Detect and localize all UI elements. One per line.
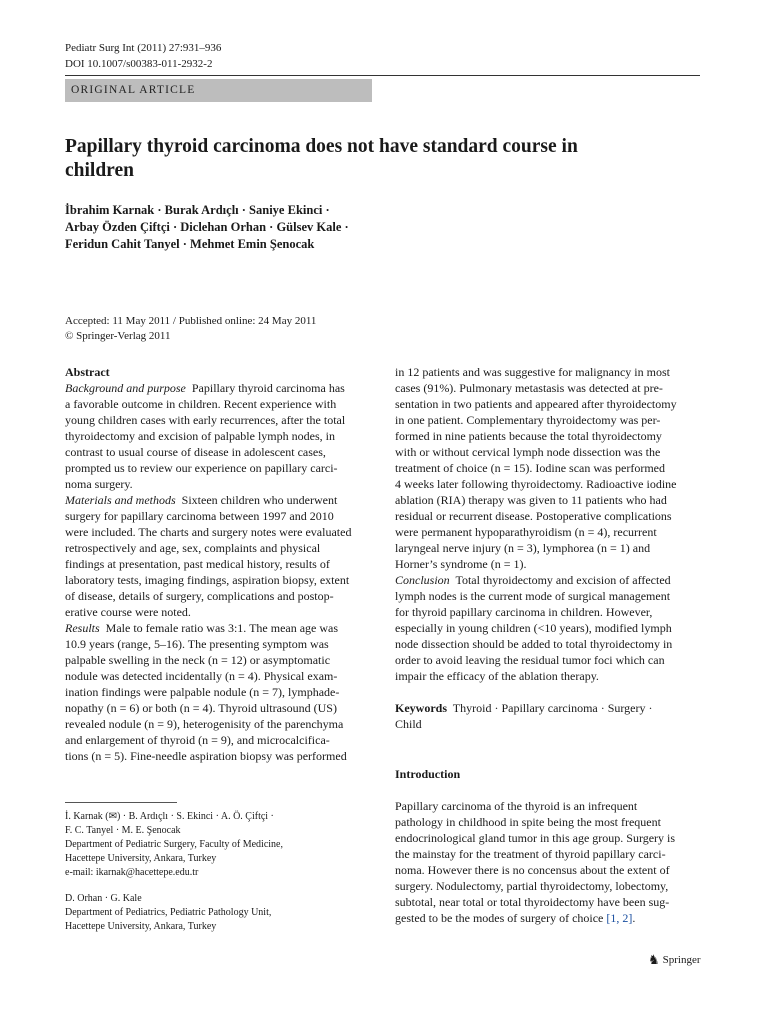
abstract-subheading: Materials and methods (65, 493, 176, 507)
section-heading-introduction: Introduction (395, 767, 461, 781)
text-line: Papillary carcinoma of the thyroid is an infrequent (395, 799, 638, 813)
line-text: cases (91%). Pulmonary metastasis was detected at pre- (395, 381, 663, 395)
abstract-heading: Abstract (65, 365, 110, 379)
author-line: Feridun Cahit Tanyel · Mehmet Emin Şenocak (65, 237, 315, 251)
line-text: tions (n = 5). Fine-needle aspiration biopsy was performed (65, 749, 347, 763)
text-line (65, 700, 373, 716)
text-line (65, 508, 373, 524)
line-text: contrast to usual course of disease in adolescent cases, (65, 445, 326, 459)
text-line (65, 652, 373, 668)
line-text: . (632, 911, 636, 925)
accepted-published-dates: Accepted: 11 May 2011 / Published online: 24 May 2011 (65, 315, 317, 327)
line-text: lymph nodes is the current mode of surgical management (395, 589, 671, 603)
text-line (65, 716, 373, 732)
line-text: ablation (RIA) therapy was given to 11 patients who had (395, 493, 667, 507)
line-text: nopathy (n = 6) or both (n = 4). Thyroid ultrasound (US) (65, 701, 337, 715)
text-line (395, 396, 703, 412)
text-line: gested to be the modes of surgery of choice [1, 2]. (395, 911, 636, 925)
affiliation-line: Department of Pediatrics, Pediatric Pathology Unit, (65, 907, 272, 918)
journal-citation: Pediatr Surg Int (2011) 27:931–936 (65, 42, 222, 54)
text-line (395, 492, 703, 508)
line-text: node dissection should be added to total thyroidectomy in (395, 637, 673, 651)
text-line (395, 524, 703, 540)
text-line: endocrinological gland tumor in this age group. Surgery is (395, 831, 676, 845)
journal-header (65, 40, 221, 72)
text-line (395, 652, 703, 668)
line-text: Male to female ratio was 3:1. The mean age was (99, 621, 339, 635)
footnote-rule (65, 802, 177, 803)
text-line (65, 636, 373, 652)
line-text: a favorable outcome in children. Recent experience with (65, 397, 337, 411)
text-line (65, 748, 373, 764)
affiliation-line: e-mail: ikarnak@hacettepe.edu.tr (65, 867, 199, 878)
text-line (65, 444, 373, 460)
text-line (395, 636, 703, 652)
springer-horse-icon: ♞ (648, 952, 660, 967)
line-text: were included. The charts and surgery notes were evaluated (65, 525, 352, 539)
line-text: prompted us to review our experience on papillary carci- (65, 461, 338, 475)
text-line (395, 476, 703, 492)
text-line (65, 460, 373, 476)
text-line (395, 508, 703, 524)
text-line (395, 444, 703, 460)
text-line (395, 364, 703, 380)
keywords (395, 700, 703, 716)
line-text: surgery for papillary carcinoma between 1997 and 2010 (65, 509, 334, 523)
affiliation-group (65, 810, 365, 880)
author-list (65, 202, 385, 253)
line-text: Sixteen children who underwent (175, 493, 338, 507)
line-text: order to avoid leaving the residual tumor foci which can (395, 653, 665, 667)
text-line (395, 604, 703, 620)
text-line (395, 428, 703, 444)
line-text: revealed nodule (n = 9), heterogenisity of the parenchyma (65, 717, 344, 731)
text-line (65, 380, 373, 396)
header-rule (65, 75, 700, 76)
author-line: İbrahim Karnak · Burak Ardıçlı · Saniye Ekinci · (65, 203, 330, 217)
author-line: Arbay Özden Çiftçi · Diclehan Orhan · Gülsev Kale · (65, 220, 349, 234)
paper-title: Papillary thyroid carcinoma does not have standard course in children (65, 136, 578, 181)
keywords-line: Child (395, 717, 422, 731)
line-text: formed in nine patients because the total thyroidectomy (395, 429, 662, 443)
text-line (65, 524, 373, 540)
text-line: pathology in childhood in spite being the most frequent (395, 815, 661, 829)
line-text: of disease, details of surgery, complications and postop- (65, 589, 334, 603)
introduction-text (395, 798, 703, 926)
abstract-subheading: Background and purpose (65, 381, 186, 395)
line-text: 4 weeks later following thyroidectomy. Radioactive iodine (395, 477, 677, 491)
text-line (65, 604, 373, 620)
line-text: ination findings were palpable nodule (n = 7), lymphade- (65, 685, 340, 699)
text-line (395, 572, 703, 588)
line-text: Horner’s syndrome (n = 1). (395, 557, 527, 571)
abstract-right-lines (395, 364, 703, 684)
affiliation-line: İ. Karnak (✉) · B. Ardıçlı · S. Ekinci · A. Ö. Çiftçi · (65, 811, 274, 822)
publication-dates (65, 314, 316, 344)
text-line (65, 412, 373, 428)
text-line (65, 540, 373, 556)
line-text: in 12 patients and was suggestive for malignancy in most (395, 365, 670, 379)
line-text: nodule was detected incidentally (n = 4). Physical exam- (65, 669, 338, 683)
text-line (395, 540, 703, 556)
text-line: subtotal, near total or total thyroidectomy have been sug- (395, 895, 670, 909)
line-text: Total thyroidectomy and excision of affected (449, 573, 671, 587)
copyright: © Springer-Verlag 2011 (65, 330, 171, 342)
affiliation-line: D. Orhan · G. Kale (65, 893, 142, 904)
text-line (65, 732, 373, 748)
line-text: Papillary thyroid carcinoma has (185, 381, 345, 395)
line-text: treatment of choice (n = 15). Iodine scan was performed (395, 461, 665, 475)
publisher-name: Springer (662, 954, 701, 966)
text-line (65, 476, 373, 492)
abstract-subheading: Results (65, 621, 100, 635)
line-text: thyroidectomy and excision of palpable lymph nodes, in (65, 429, 335, 443)
text-line (395, 412, 703, 428)
line-text: impair the efficacy of the ablation therapy. (395, 669, 599, 683)
citation-link[interactable]: [1, 2] (606, 911, 633, 925)
abstract-left-lines (65, 380, 373, 764)
text-line: surgery. Nodulectomy, partial thyroidectomy, lobectomy, (395, 879, 669, 893)
text-line (65, 684, 373, 700)
affiliation-line: Hacettepe University, Ankara, Turkey (65, 853, 217, 864)
abstract-left-column (65, 364, 373, 764)
line-text: especially in young children (<10 years), modified lymph (395, 621, 672, 635)
text-line (65, 492, 373, 508)
introduction-lines (395, 798, 703, 926)
keywords-label: Keywords (395, 701, 447, 715)
affiliation-line: Department of Pediatric Surgery, Faculty of Medicine, (65, 839, 283, 850)
text-line (395, 620, 703, 636)
abstract-subheading: Conclusion (395, 573, 450, 587)
line-text: and enlargement of thyroid (n = 9), and microcalcifica- (65, 733, 330, 747)
text-line: the mainstay for the treatment of thyroid papillary carci- (395, 847, 666, 861)
line-text: sentation in two patients and appeared after thyroidectomy (395, 397, 677, 411)
article-type-banner: ORIGINAL ARTICLE (65, 79, 372, 102)
text-line (65, 620, 373, 636)
line-text: findings at presentation, past medical history, results of (65, 557, 330, 571)
publisher-logo (648, 952, 701, 968)
text-line (65, 556, 373, 572)
line-text: laboratory tests, imaging findings, aspiration biopsy, extent (65, 573, 350, 587)
text-line (65, 428, 373, 444)
line-text: erative course were noted. (65, 605, 191, 619)
line-text: 10.9 years (range, 5–16). The presenting symptom was (65, 637, 329, 651)
line-text: were permanent hypoparathyroidism (n = 4), recurrent (395, 525, 657, 539)
text-line (395, 668, 703, 684)
line-text: retrospectively and age, sex, complaints and physical (65, 541, 321, 555)
keywords-line: Thyroid · Papillary carcinoma · Surgery · (447, 701, 653, 715)
text-line (65, 668, 373, 684)
line-text: for thyroid papillary carcinoma in children. However, (395, 605, 653, 619)
line-text: in one patient. Complementary thyroidectomy was per- (395, 413, 661, 427)
text-line (65, 572, 373, 588)
abstract-right-column (395, 364, 703, 732)
affiliation-group (65, 892, 365, 934)
line-text: palpable swelling in the neck (n = 12) or asymptomatic (65, 653, 331, 667)
text-line (395, 588, 703, 604)
text-line (395, 460, 703, 476)
affiliation-line: Hacettepe University, Ankara, Turkey (65, 921, 217, 932)
text-line (395, 380, 703, 396)
line-text: residual or recurrent disease. Postoperative complications (395, 509, 672, 523)
line-text: with or without cervical lymph node dissection was the (395, 445, 661, 459)
line-text: laryngeal nerve injury (n = 3), lymphorea (n = 1) and (395, 541, 651, 555)
text-line (65, 396, 373, 412)
text-line: noma. However there is no concensus about the extent of (395, 863, 670, 877)
text-line (395, 556, 703, 572)
doi: DOI 10.1007/s00383-011-2932-2 (65, 58, 213, 70)
text-line (65, 588, 373, 604)
affiliation-line: F. C. Tanyel · M. E. Şenocak (65, 825, 181, 836)
line-text: noma surgery. (65, 477, 133, 491)
line-text: young children cases with early recurrences, after the total (65, 413, 346, 427)
author-affiliations (65, 810, 365, 934)
